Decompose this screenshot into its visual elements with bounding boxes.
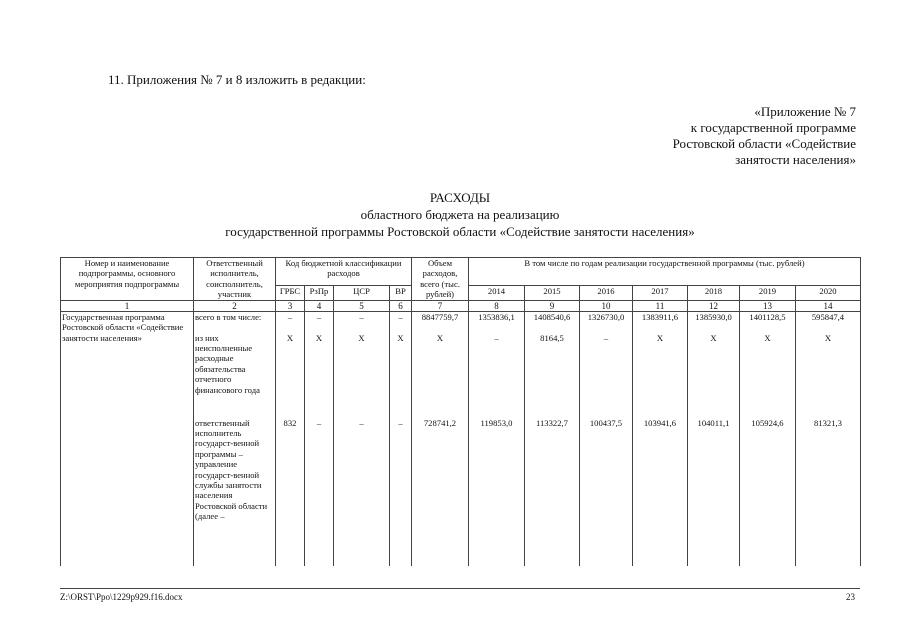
row-value-2020: 595847,4 bbox=[796, 312, 861, 333]
row-value-2016: 1326730,0 bbox=[580, 312, 633, 333]
header-grbs: ГРБС bbox=[276, 285, 305, 300]
column-number: 13 bbox=[740, 300, 796, 311]
row-value-2019: X bbox=[740, 333, 796, 418]
row-responsible: ответственный исполнитель государст-венной программы – управление государст-венной службы занятости населения Ростовской области (далее – bbox=[194, 418, 276, 566]
header-rzpr: РзПр bbox=[305, 285, 334, 300]
column-number: 14 bbox=[796, 300, 861, 311]
page-number: 23 bbox=[846, 592, 855, 602]
column-number: 3 bbox=[276, 300, 305, 311]
row-vr: – bbox=[390, 312, 412, 333]
row-value-2015: 1408540,6 bbox=[525, 312, 580, 333]
row-value-2014: – bbox=[469, 333, 525, 418]
row-value-2020: 81321,3 bbox=[796, 418, 861, 566]
header-year-2020: 2020 bbox=[796, 285, 861, 300]
header-name: Номер и наименование подпрограммы, основного мероприятия подпрограммы bbox=[61, 258, 194, 301]
column-number-row bbox=[61, 300, 861, 311]
row-rzpr: X bbox=[305, 333, 334, 418]
column-number: 12 bbox=[688, 300, 740, 311]
row-grbs: – bbox=[276, 312, 305, 333]
footer-divider bbox=[60, 588, 860, 589]
header-volume: Объем расходов, всего (тыс. рублей) bbox=[412, 258, 469, 301]
header-responsible: Ответственный исполнитель, соисполнитель, участник bbox=[194, 258, 276, 301]
row-total: 728741,2 bbox=[412, 418, 469, 566]
program-name: Государственная программа Ростовской области «Содействие занятости населения» bbox=[61, 312, 194, 566]
row-csr: X bbox=[334, 333, 390, 418]
appendix-line-4: занятости населения» bbox=[735, 152, 856, 167]
appendix-line-1: «Приложение № 7 bbox=[754, 104, 856, 119]
row-vr: X bbox=[390, 333, 412, 418]
header-year-2015: 2015 bbox=[525, 285, 580, 300]
row-csr: – bbox=[334, 418, 390, 566]
appendix-line-2: к государственной программе bbox=[690, 120, 856, 135]
row-csr: – bbox=[334, 312, 390, 333]
row-value-2016: – bbox=[580, 333, 633, 418]
row-responsible: из них неисполненные расходные обязательства отчетного финансового года bbox=[194, 333, 276, 418]
header-year-2019: 2019 bbox=[740, 285, 796, 300]
row-total: 8847759,7 bbox=[412, 312, 469, 333]
header-year-2017: 2017 bbox=[633, 285, 688, 300]
column-number: 5 bbox=[334, 300, 390, 311]
row-value-2015: 113322,7 bbox=[525, 418, 580, 566]
header-vr: ВР bbox=[390, 285, 412, 300]
row-value-2017: 103941,6 bbox=[633, 418, 688, 566]
row-value-2014: 119853,0 bbox=[469, 418, 525, 566]
column-number: 11 bbox=[633, 300, 688, 311]
row-value-2019: 1401128,5 bbox=[740, 312, 796, 333]
header-csr: ЦСР bbox=[334, 285, 390, 300]
row-value-2018: 104011,1 bbox=[688, 418, 740, 566]
document-heading bbox=[60, 189, 860, 240]
row-value-2018: 1385930,0 bbox=[688, 312, 740, 333]
column-number: 6 bbox=[390, 300, 412, 311]
header-years-group: В том числе по годам реализации государственной программы (тыс. рублей) bbox=[469, 258, 861, 286]
row-responsible: всего в том числе: bbox=[194, 312, 276, 333]
row-value-2014: 1353836,1 bbox=[469, 312, 525, 333]
row-value-2015: 8164,5 bbox=[525, 333, 580, 418]
column-number: 4 bbox=[305, 300, 334, 311]
header-year-2014: 2014 bbox=[469, 285, 525, 300]
intro-paragraph: 11. Приложения № 7 и 8 изложить в редакции: bbox=[108, 72, 366, 87]
appendix-line-3: Ростовской области «Содействие bbox=[672, 136, 856, 151]
expenditure-table bbox=[60, 257, 861, 566]
heading-line-2: областного бюджета на реализацию bbox=[360, 207, 560, 222]
column-number: 7 bbox=[412, 300, 469, 311]
row-grbs: X bbox=[276, 333, 305, 418]
row-total: X bbox=[412, 333, 469, 418]
column-number: 2 bbox=[194, 300, 276, 311]
header-year-2016: 2016 bbox=[580, 285, 633, 300]
row-value-2017: 1383911,6 bbox=[633, 312, 688, 333]
table-row bbox=[61, 312, 861, 333]
appendix-caption bbox=[520, 104, 856, 168]
column-number: 8 bbox=[469, 300, 525, 311]
heading-line-3: государственной программы Ростовской области «Содействие занятости населения» bbox=[225, 224, 695, 239]
row-rzpr: – bbox=[305, 312, 334, 333]
row-value-2017: X bbox=[633, 333, 688, 418]
row-vr: – bbox=[390, 418, 412, 566]
row-value-2016: 100437,5 bbox=[580, 418, 633, 566]
column-number: 9 bbox=[525, 300, 580, 311]
row-value-2019: 105924,6 bbox=[740, 418, 796, 566]
header-budget-code: Код бюджетной классификации расходов bbox=[276, 258, 412, 286]
heading-title: РАСХОДЫ bbox=[429, 190, 491, 205]
header-year-2018: 2018 bbox=[688, 285, 740, 300]
row-grbs: 832 bbox=[276, 418, 305, 566]
row-rzpr: – bbox=[305, 418, 334, 566]
column-number: 1 bbox=[61, 300, 194, 311]
row-value-2018: X bbox=[688, 333, 740, 418]
footer-file-path: Z:\ORST\Ppo\1229p929.f16.docx bbox=[60, 592, 183, 602]
row-value-2020: X bbox=[796, 333, 861, 418]
column-number: 10 bbox=[580, 300, 633, 311]
